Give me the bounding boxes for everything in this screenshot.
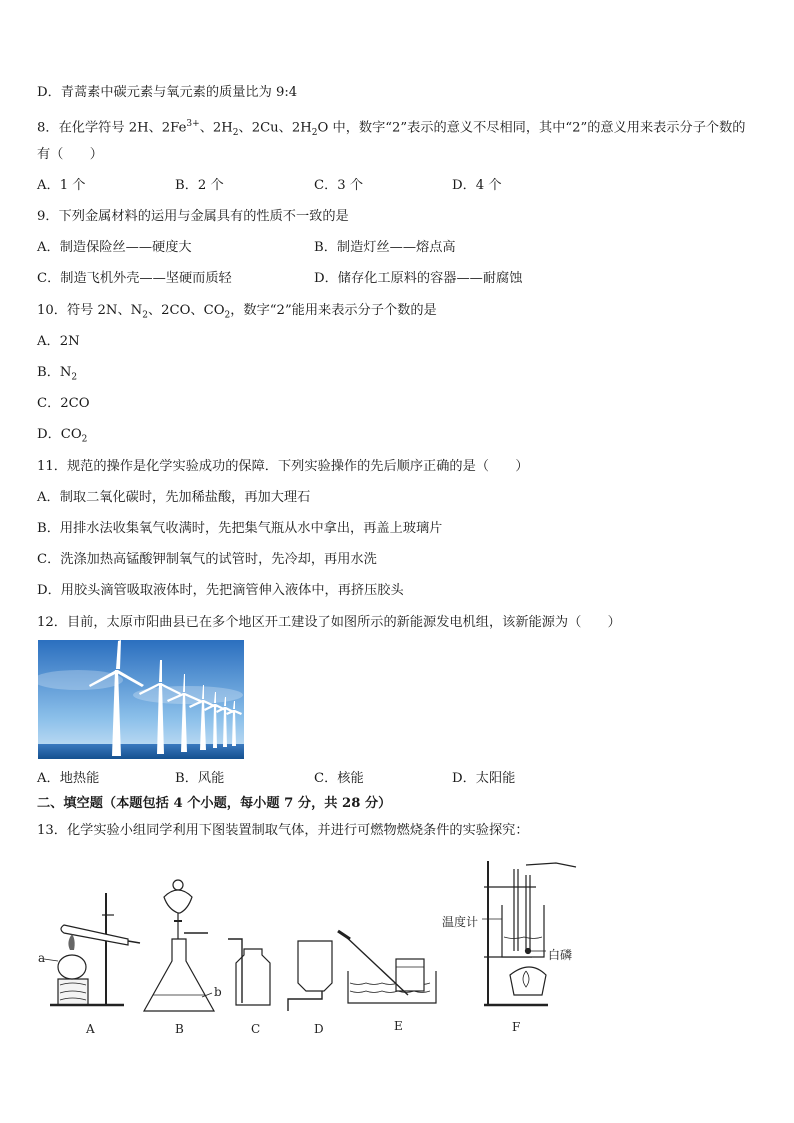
apparatus-b (144, 880, 214, 1011)
q8-sub: 2 (311, 128, 318, 139)
label-C: C (251, 1022, 261, 1036)
q10-sub: 2 (142, 310, 148, 321)
q12-option-c: C．核能 (314, 771, 364, 786)
q10-option-d-text: D．CO (37, 427, 82, 442)
label-b-small: b (214, 985, 222, 999)
collecting-bottle (396, 959, 424, 991)
q8-stem (37, 115, 746, 142)
q8-option-c: C．3 个 (314, 178, 364, 193)
q9-option-d: D．储存化工原料的容器——耐腐蚀 (314, 271, 523, 286)
q8-option-b: B．2 个 (175, 178, 224, 193)
q8-option-d: D．4 个 (452, 178, 502, 193)
q10-option-d-sub: 2 (81, 434, 88, 445)
q9-stem: 9．下列金属材料的运用与金属具有的性质不一致的是 (37, 209, 349, 224)
section-title: 二、填空题（本题包括 4 个小题，每小题 7 分，共 28 分） (37, 796, 392, 811)
label-E: E (394, 1019, 403, 1033)
q7-option-d (37, 84, 297, 102)
wind-turbine-photo (38, 640, 244, 759)
q8-sup: 3+ (186, 119, 200, 129)
conical-flask (144, 939, 214, 1011)
q8-option-a: A．1 个 (37, 178, 86, 193)
q10-option-a: A．2N (37, 334, 80, 349)
apparatus-a (44, 893, 140, 1005)
q12-option-b: B．风能 (175, 771, 225, 786)
q11-option-b: B．用排水法收集氧气收满时，先把集气瓶从水中拿出，再盖上玻璃片 (37, 521, 443, 536)
funnel-stopper (173, 880, 183, 890)
label-white-phosphorus: 白磷 (548, 948, 573, 962)
label-A: A (86, 1022, 95, 1036)
label-D: D (314, 1022, 324, 1036)
q11-option-a: A．制取二氧化碳时，先加稀盐酸，再加大理石 (37, 490, 311, 505)
q10-option-b-sub: 2 (71, 372, 78, 383)
q8-sub: 2 (232, 128, 239, 139)
q11-option-d: D．用胶头滴管吸取液体时，先把滴管伸入液体中，再挤压胶头 (37, 583, 404, 598)
q13-stem: 13．化学实验小组同学利用下图装置制取气体，并进行可燃物燃烧条件的实验探究： (37, 823, 529, 838)
q11-option-c: C．洗涤加热高锰酸钾制氧气的试管时，先冷却，再用水洗 (37, 552, 377, 567)
q10-option-b-text: B．N (37, 365, 72, 380)
q8-stem-line2: 有（ ） (37, 147, 103, 162)
tube-d (288, 991, 322, 1011)
label-a-small: a (38, 951, 46, 965)
q10-stem-part: 10．符号 2N、N (37, 303, 143, 318)
white-phosphorus (526, 949, 531, 954)
q12-option-d: D．太阳能 (452, 771, 516, 786)
label-B: B (175, 1022, 184, 1036)
q8-stem-part: O 中，数字“2”表示的意义不尽相同，其中“2”的意义用来表示分子个数的 (317, 120, 746, 136)
q10-sub: 2 (224, 310, 231, 321)
apparatus-d (288, 941, 332, 1011)
separatory-funnel (164, 890, 192, 913)
label-F: F (512, 1020, 521, 1034)
delivery-tube (128, 941, 140, 943)
q12-stem: 12．目前，太原市阳曲县已在多个地区开工建设了如图所示的新能源发电机组，该新能源为（ ） (37, 615, 621, 630)
gas-bottle (236, 949, 270, 1005)
q10-stem-part: ，数字“2”能用来表示分子个数的是 (230, 303, 437, 318)
q10-option-d (37, 426, 87, 449)
q9-option-c: C．制造飞机外壳——坚硬而质轻 (37, 271, 232, 286)
q8-stem-part: 8．在化学符号 2H、2Fe (37, 120, 187, 136)
beaker (502, 905, 544, 957)
q11-stem: 11．规范的操作是化学实验成功的保障．下列实验操作的先后顺序正确的是（ ） (37, 459, 529, 474)
alcohol-lamp (58, 955, 86, 979)
apparatus-f (482, 861, 576, 1005)
apparatus-c (228, 939, 270, 1005)
inverted-bottle (298, 941, 332, 991)
q10-option-b (37, 364, 77, 387)
q10-stem-part: 、2CO、CO (147, 303, 225, 318)
q10-stem (37, 302, 437, 325)
apparatus-e (338, 931, 436, 1003)
label-thermometer: 温度计 (442, 915, 479, 929)
q8-stem-part: 、2Cu、2H (238, 120, 312, 136)
q12-option-a: A．地热能 (37, 771, 100, 786)
q8-stem-part: 、2H (199, 120, 233, 136)
q7-option-d-text: D．青蒿素中碳元素与氧元素的质量比为 9:4 (37, 85, 298, 100)
q10-option-c: C．2CO (37, 396, 90, 411)
burner (510, 967, 546, 995)
lab-apparatus-figure (36, 855, 596, 1040)
q9-option-b: B．制造灯丝——熔点高 (314, 240, 456, 255)
q9-option-a: A．制造保险丝——硬度大 (37, 240, 192, 255)
